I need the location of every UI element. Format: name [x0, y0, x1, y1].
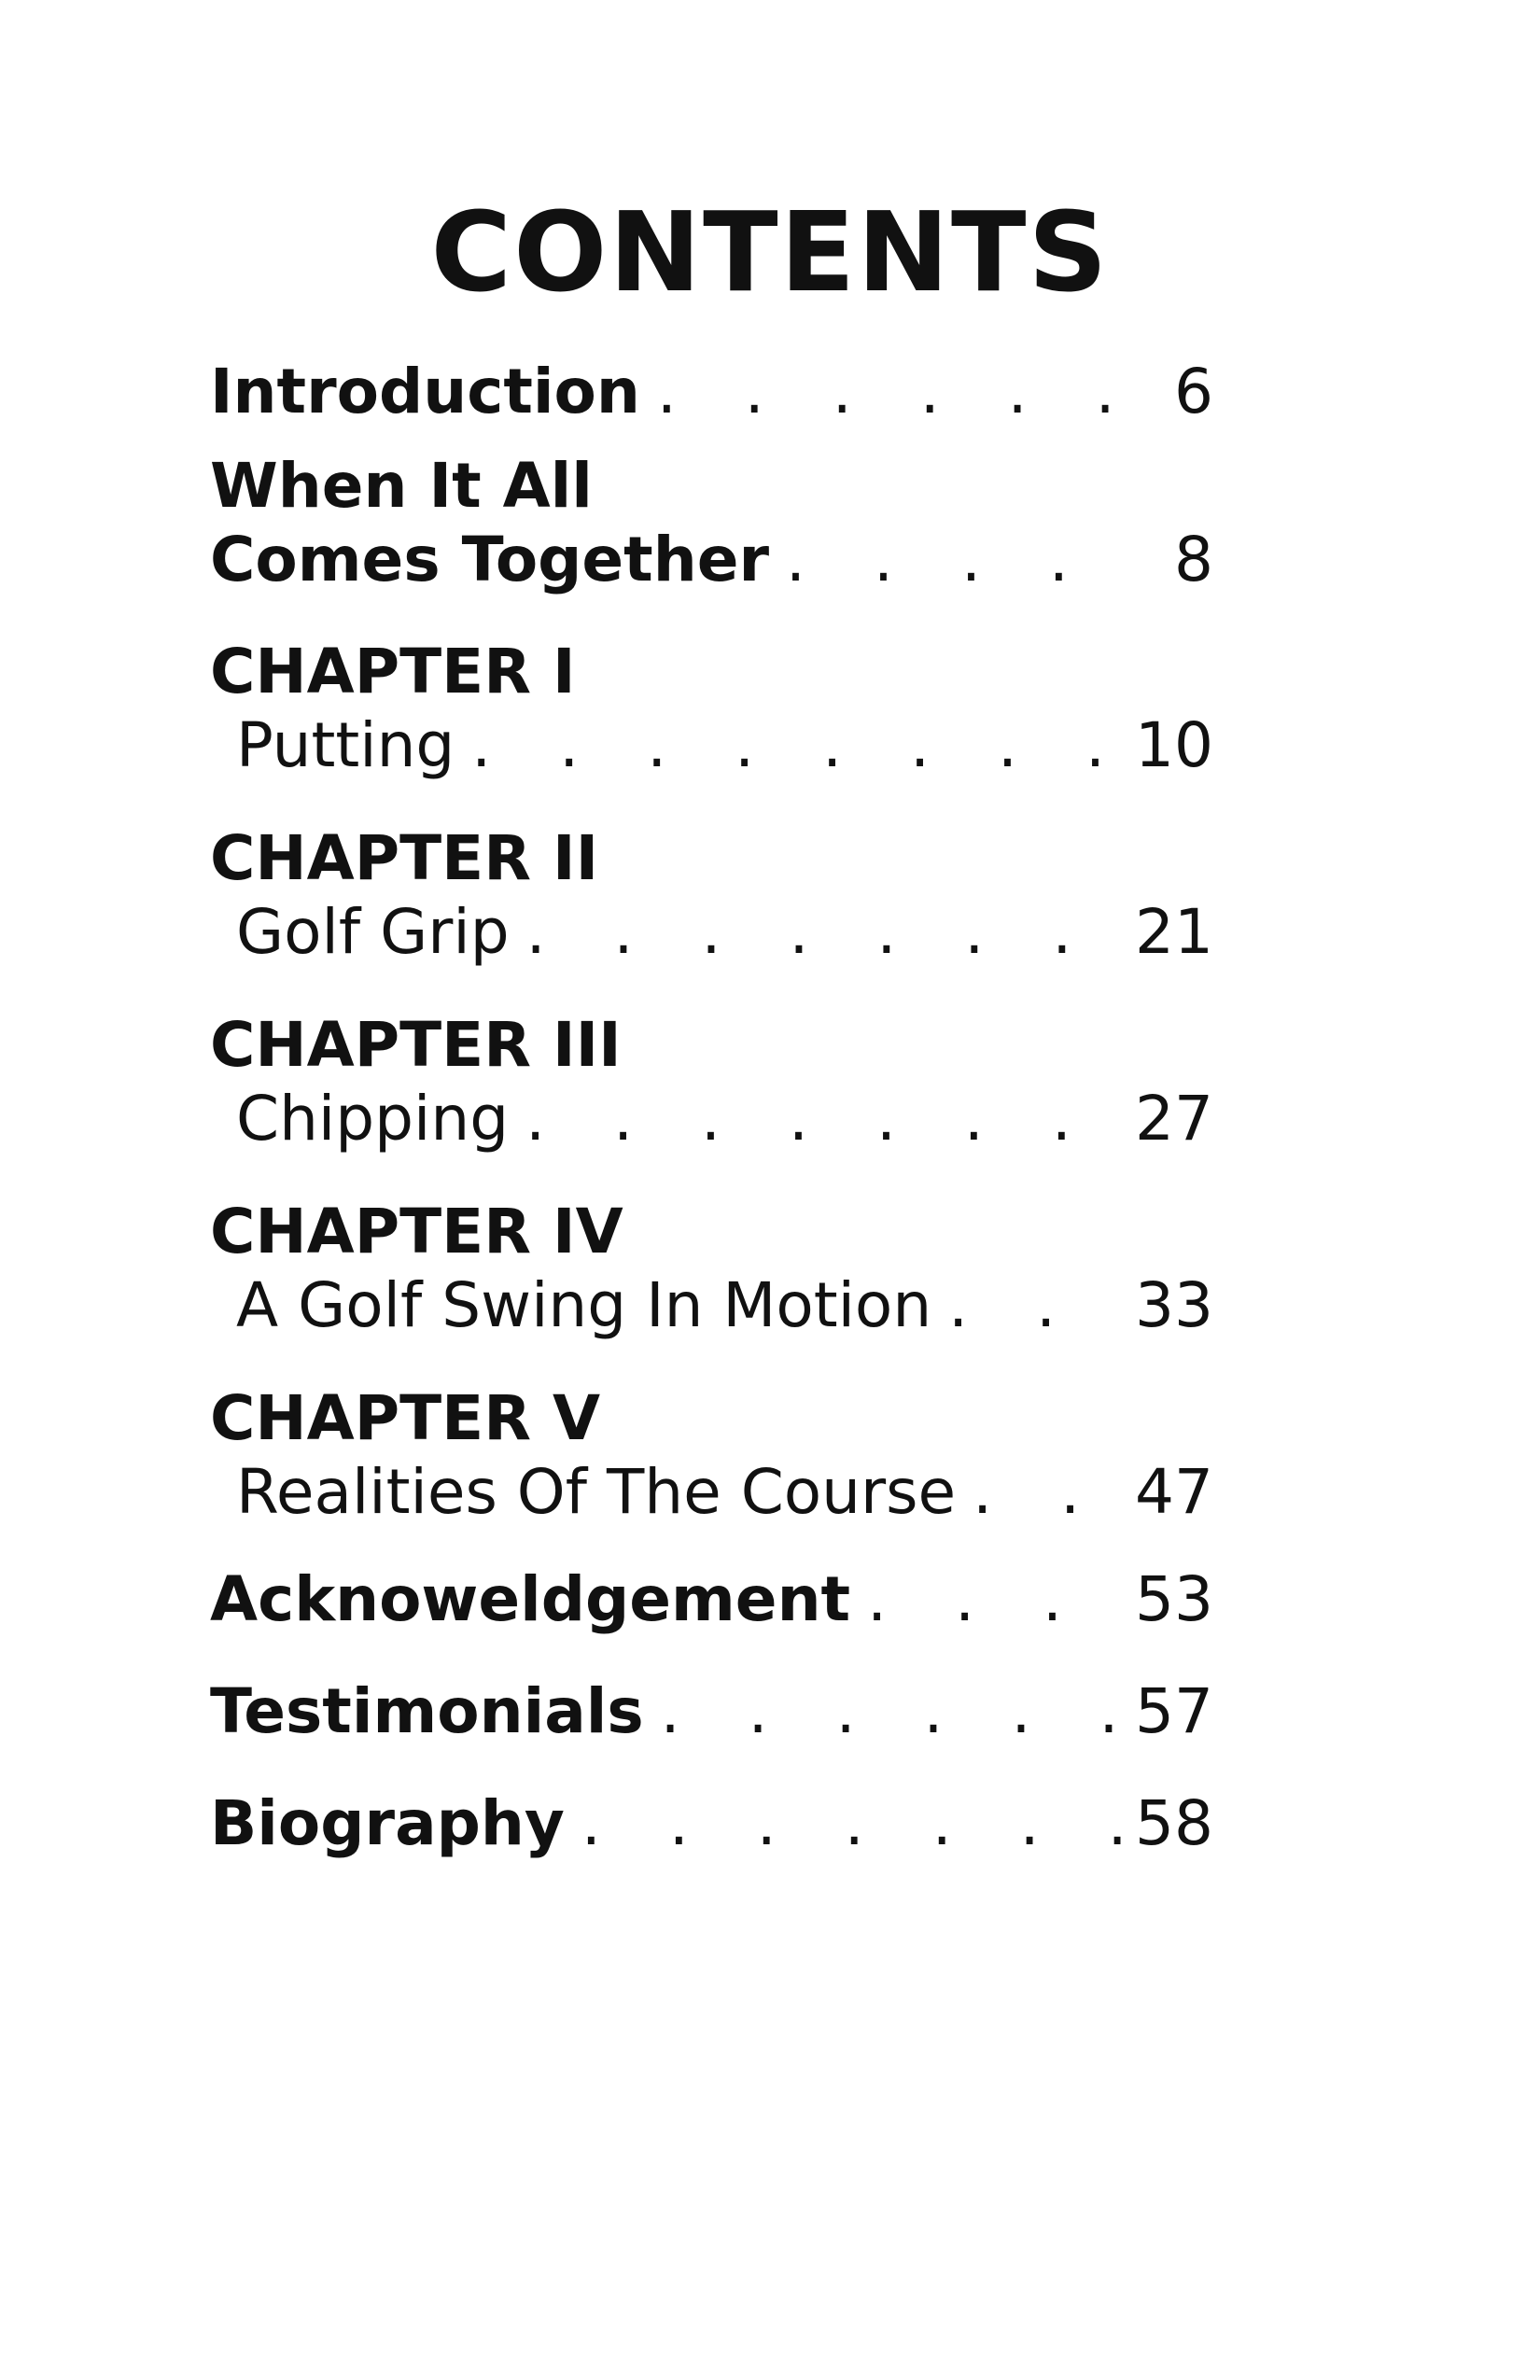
toc-page-number: 8 — [1174, 525, 1213, 595]
toc-entry-chapter-5[interactable] — [210, 1380, 1213, 1527]
toc-entry-label: Putting — [236, 710, 455, 780]
toc-row — [210, 1656, 1213, 1768]
toc-page-number: 58 — [1135, 1787, 1213, 1859]
toc-row — [210, 1270, 1213, 1340]
toc-page-number: 57 — [1135, 1675, 1213, 1747]
toc-chapter-heading: CHAPTER V — [210, 1382, 601, 1454]
page-title: CONTENTS — [430, 188, 1110, 316]
toc-entry-label: Comes Together — [210, 525, 770, 595]
toc-entry-biography[interactable] — [210, 1768, 1213, 1880]
toc-row — [210, 525, 1213, 595]
toc-chapter-heading: CHAPTER II — [210, 822, 599, 894]
table-of-contents — [210, 336, 1213, 1880]
toc-entry-chapter-4[interactable] — [210, 1194, 1213, 1340]
toc-page-number: 6 — [1174, 356, 1213, 427]
toc-entry-heading: When It All — [210, 450, 593, 522]
dot-leader — [509, 1084, 1127, 1154]
toc-page-number: 33 — [1135, 1270, 1213, 1340]
toc-entry-testimonials[interactable] — [210, 1656, 1213, 1768]
toc-chapter-heading: CHAPTER I — [210, 636, 576, 707]
dot-leader — [931, 1270, 1127, 1340]
toc-row — [210, 1768, 1213, 1880]
toc-row — [210, 710, 1213, 780]
toc-entry-when-it-all-comes-together[interactable] — [210, 448, 1213, 595]
toc-entry-label: Testimonials — [210, 1675, 644, 1747]
toc-row — [210, 1457, 1213, 1527]
dot-leader — [510, 897, 1127, 967]
toc-entry-label: Golf Grip — [236, 897, 510, 967]
toc-chapter-heading: CHAPTER IV — [210, 1196, 623, 1267]
dot-leader — [644, 1656, 1127, 1768]
dot-leader — [769, 525, 1141, 595]
toc-entry-chapter-3[interactable] — [210, 1007, 1213, 1154]
toc-entry-chapter-1[interactable] — [210, 634, 1213, 780]
toc-entry-label: Acknoweldgement — [210, 1563, 851, 1635]
toc-entry-label: A Golf Swing In Motion — [236, 1270, 932, 1340]
dot-leader — [455, 710, 1127, 780]
dot-leader — [640, 336, 1141, 448]
toc-row — [210, 1084, 1213, 1154]
toc-entry-chapter-2[interactable] — [210, 820, 1213, 967]
toc-chapter-heading: CHAPTER III — [210, 1009, 622, 1081]
dot-leader — [850, 1544, 1127, 1656]
toc-entry-label: Biography — [210, 1787, 565, 1859]
toc-page-number: 53 — [1135, 1563, 1213, 1635]
toc-row — [210, 1544, 1213, 1656]
toc-row — [210, 897, 1213, 967]
dot-leader — [956, 1457, 1127, 1527]
toc-entry-label: Introduction — [210, 356, 640, 427]
toc-page-number: 21 — [1135, 897, 1213, 967]
toc-entry-acknowledgement[interactable] — [210, 1544, 1213, 1656]
dot-leader — [565, 1768, 1127, 1880]
toc-page-number: 27 — [1135, 1084, 1213, 1154]
toc-page-number: 10 — [1135, 710, 1213, 780]
toc-row — [210, 336, 1213, 448]
toc-entry-introduction[interactable] — [210, 336, 1213, 448]
toc-entry-label: Realities Of The Course — [236, 1457, 957, 1527]
toc-page-number: 47 — [1135, 1457, 1213, 1527]
toc-entry-label: Chipping — [236, 1084, 510, 1154]
